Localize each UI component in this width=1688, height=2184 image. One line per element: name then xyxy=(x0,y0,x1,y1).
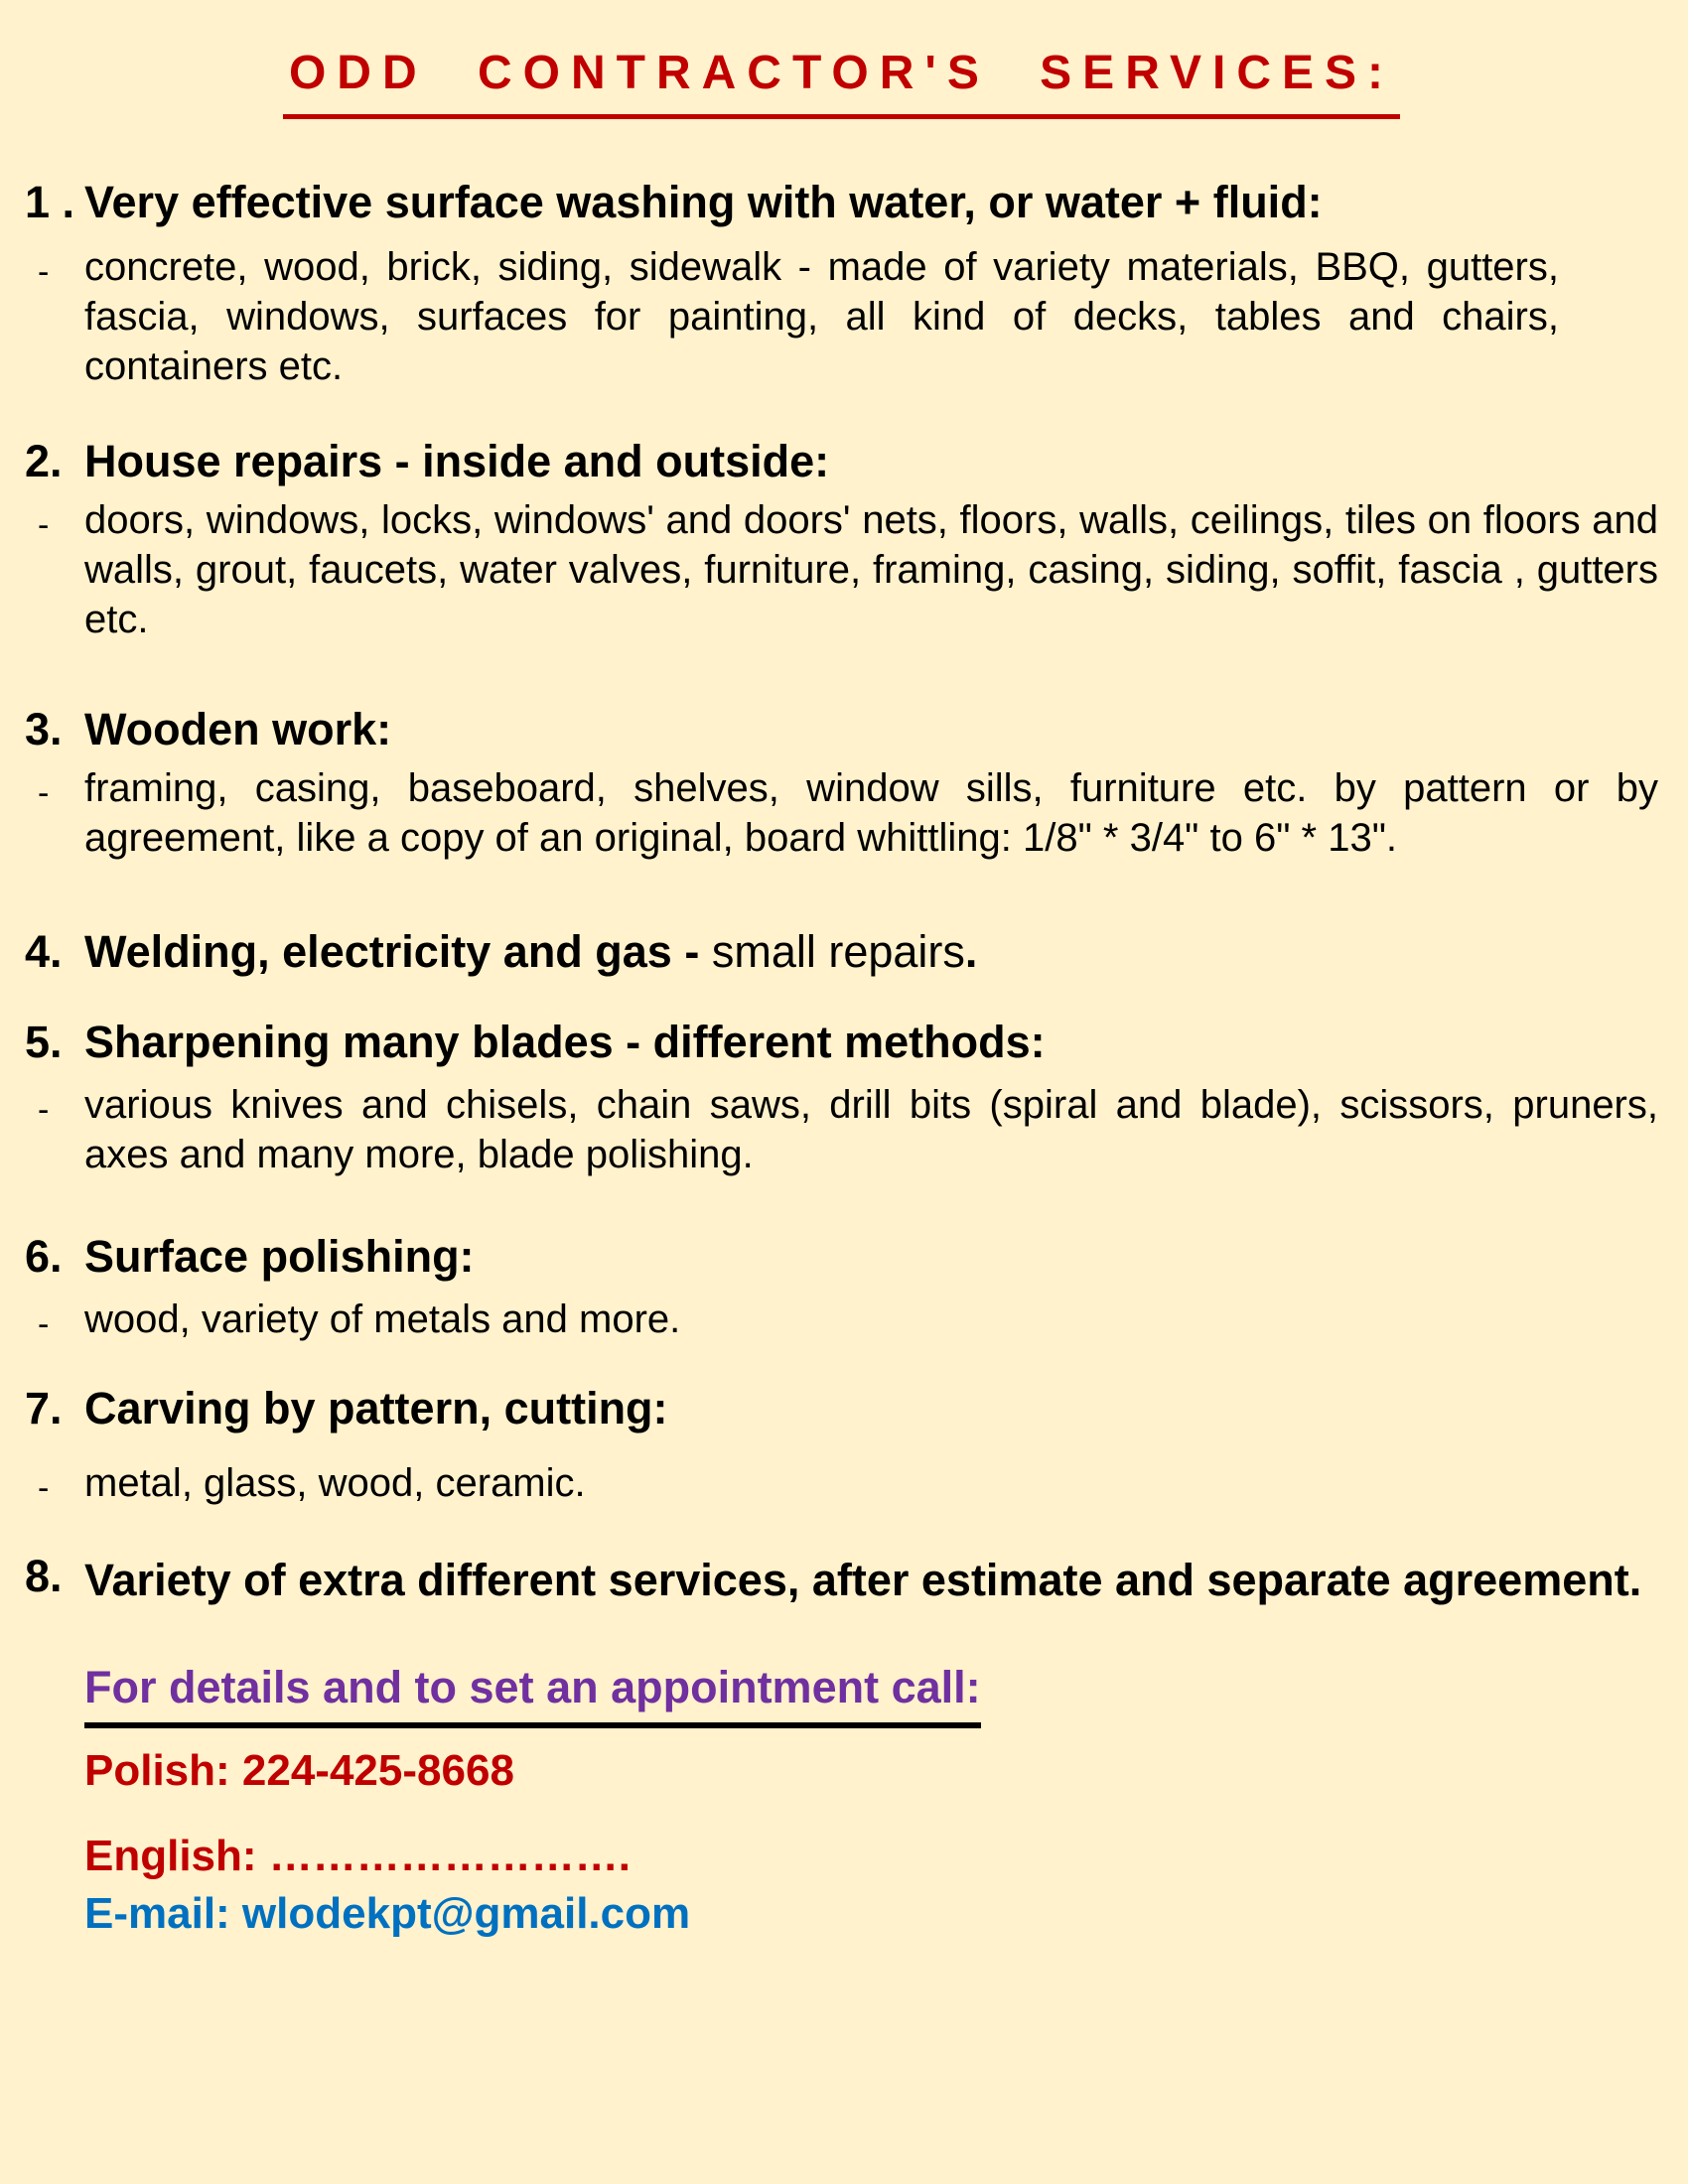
item-6-bullet xyxy=(25,1295,1658,1344)
item-4-heading xyxy=(25,923,1658,981)
appointment-heading: For details and to set an appointment call: xyxy=(84,1659,981,1728)
item-8-heading xyxy=(25,1548,1658,1613)
item-6-heading xyxy=(25,1228,1658,1286)
item-4-number: 4. xyxy=(25,926,63,977)
item-4-heading-period: . xyxy=(964,926,978,977)
item-5-bullet xyxy=(25,1080,1658,1179)
bullet-marker: - xyxy=(38,1469,50,1507)
contact-footer xyxy=(84,1659,1658,1943)
item-1-bullet xyxy=(25,242,1658,391)
item-3-bullet xyxy=(25,763,1658,863)
item-7-bullet xyxy=(25,1458,1658,1508)
item-3-bullet-text: framing, casing, baseboard, shelves, window sills, furniture etc. by pattern or by agreement, like a copy of an original, board whittling: 1/8" * 3/4" to 6" * 13". xyxy=(84,766,1658,860)
item-1-heading xyxy=(25,174,1658,231)
title-row xyxy=(25,42,1658,119)
item-6-number: 6. xyxy=(25,1231,63,1282)
item-6-heading-text: Surface polishing: xyxy=(84,1231,475,1282)
item-2-bullet xyxy=(25,495,1658,644)
item-5-number: 5. xyxy=(25,1017,63,1067)
english-phone-line: English: ……………………. xyxy=(84,1832,631,1880)
item-7-bullet-text: metal, glass, wood, ceramic. xyxy=(84,1461,586,1505)
bullet-marker: - xyxy=(38,1305,50,1343)
item-2-heading-text: House repairs - inside and outside: xyxy=(84,436,830,486)
item-7-heading-text: Carving by pattern, cutting: xyxy=(84,1383,668,1433)
appointment-row xyxy=(84,1659,1658,1728)
item-1-bullet-text: concrete, wood, brick, siding, sidewalk - made of variety materials, BBQ, gutters, fascia, windows, surfaces for painting, all kind of decks, tables and chairs, containers etc. xyxy=(84,245,1559,388)
page-title: ODD CONTRACTOR'S SERVICES: xyxy=(283,42,1400,119)
item-4-heading-bold: Welding, electricity and gas - xyxy=(84,926,700,977)
item-6-bullet-text: wood, variety of metals and more. xyxy=(84,1297,681,1341)
item-1-number: 1 . xyxy=(25,177,75,227)
item-8-number: 8. xyxy=(25,1551,63,1601)
item-3-heading-text: Wooden work: xyxy=(84,704,392,754)
email-line: E-mail: wlodekpt@gmail.com xyxy=(84,1889,691,1938)
polish-phone-line: Polish: 224-425-8668 xyxy=(84,1746,514,1795)
bullet-marker: - xyxy=(38,774,50,812)
item-5-bullet-text: various knives and chisels, chain saws, drill bits (spiral and blade), scissors, pruners, axes and many more, blade polishing. xyxy=(84,1083,1658,1176)
item-5-heading xyxy=(25,1014,1658,1071)
item-2-heading xyxy=(25,433,1658,490)
item-4-heading-regular: small repairs xyxy=(699,926,965,977)
bullet-marker: - xyxy=(38,1091,50,1129)
item-7-heading xyxy=(25,1380,1658,1437)
item-8-heading-text: Variety of extra different services, after estimate and separate agreement. xyxy=(84,1555,1642,1605)
item-3-number: 3. xyxy=(25,704,63,754)
item-1-heading-text: Very effective surface washing with water, or water + fluid: xyxy=(84,177,1323,227)
item-2-bullet-text: doors, windows, locks, windows' and doors' nets, floors, walls, ceilings, tiles on floors and walls, grout, faucets, water valves, furniture, framing, casing, siding, soffit, fascia , gutters etc. xyxy=(84,498,1658,641)
item-5-heading-text: Sharpening many blades - different methods: xyxy=(84,1017,1046,1067)
item-7-number: 7. xyxy=(25,1383,63,1433)
item-2-number: 2. xyxy=(25,436,63,486)
bullet-marker: - xyxy=(38,253,50,291)
item-3-heading xyxy=(25,701,1658,758)
bullet-marker: - xyxy=(38,506,50,544)
item-4-heading-text xyxy=(84,923,1658,981)
